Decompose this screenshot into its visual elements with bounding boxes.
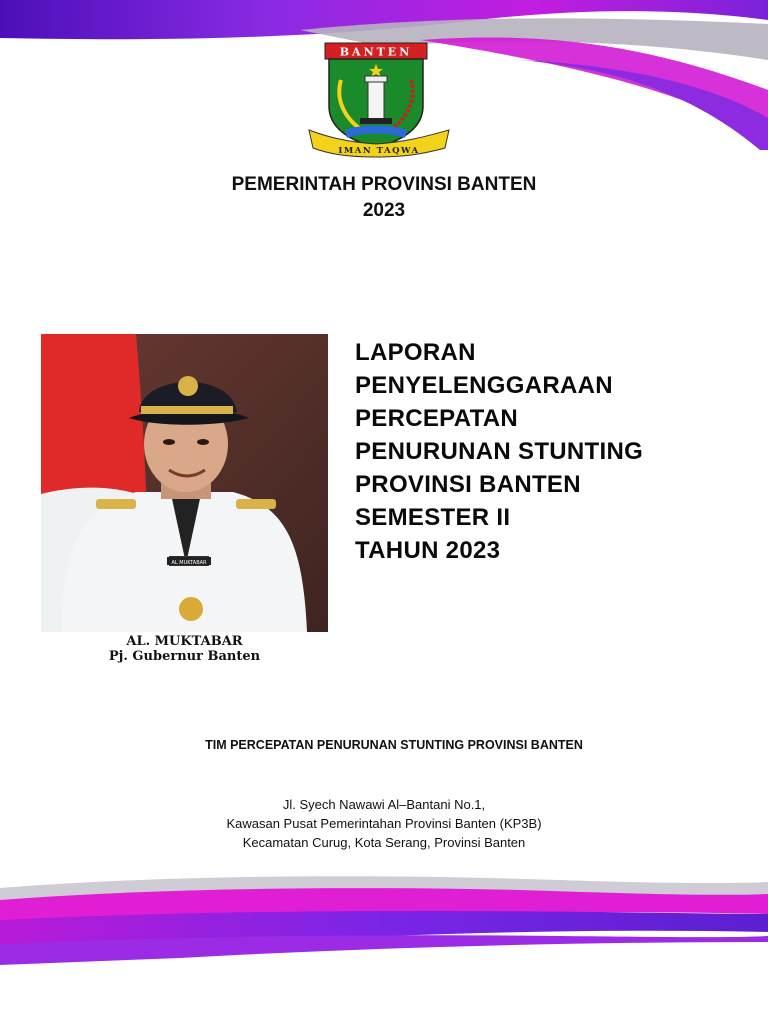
- banten-coat-of-arms-logo: [305, 40, 453, 158]
- logo-motto-text: IMAN TAQWA: [338, 146, 420, 156]
- report-title-line: TAHUN 2023: [355, 537, 501, 564]
- portrait-name: AL. MUKTABAR: [126, 634, 243, 649]
- bottom-wave-decoration: [0, 870, 768, 965]
- address-block: [0, 795, 768, 852]
- report-title-line: PERCEPATAN: [355, 405, 519, 432]
- governor-portrait: [41, 334, 328, 632]
- logo-banner-text: BANTEN: [339, 45, 413, 59]
- report-title-line: PENYELENGGARAAN: [355, 372, 613, 399]
- report-title-line: PROVINSI BANTEN: [355, 471, 581, 498]
- team-name: TIM PERCEPATAN PENURUNAN STUNTING PROVINSI BANTEN: [205, 738, 583, 752]
- organization-header: [0, 172, 768, 224]
- report-title-line: SEMESTER II: [355, 504, 511, 531]
- portrait-position: Pj. Gubernur Banten: [108, 649, 261, 664]
- address-line-area: Kawasan Pusat Pemerintahan Provinsi Banten (KP3B): [226, 816, 542, 831]
- name-badge-text: AL MUKTABAR: [171, 560, 207, 566]
- header-year: 2023: [362, 200, 406, 221]
- portrait-caption: [41, 634, 328, 664]
- report-title-line: PENURUNAN STUNTING: [355, 438, 644, 465]
- organization-name: PEMERINTAH PROVINSI BANTEN: [231, 174, 537, 195]
- report-title: [355, 336, 755, 567]
- address-line-city: Kecamatan Curug, Kota Serang, Provinsi Banten: [242, 835, 526, 850]
- address-line-street: Jl. Syech Nawawi Al–Bantani No.1,: [282, 797, 486, 812]
- report-title-line: LAPORAN: [355, 339, 476, 366]
